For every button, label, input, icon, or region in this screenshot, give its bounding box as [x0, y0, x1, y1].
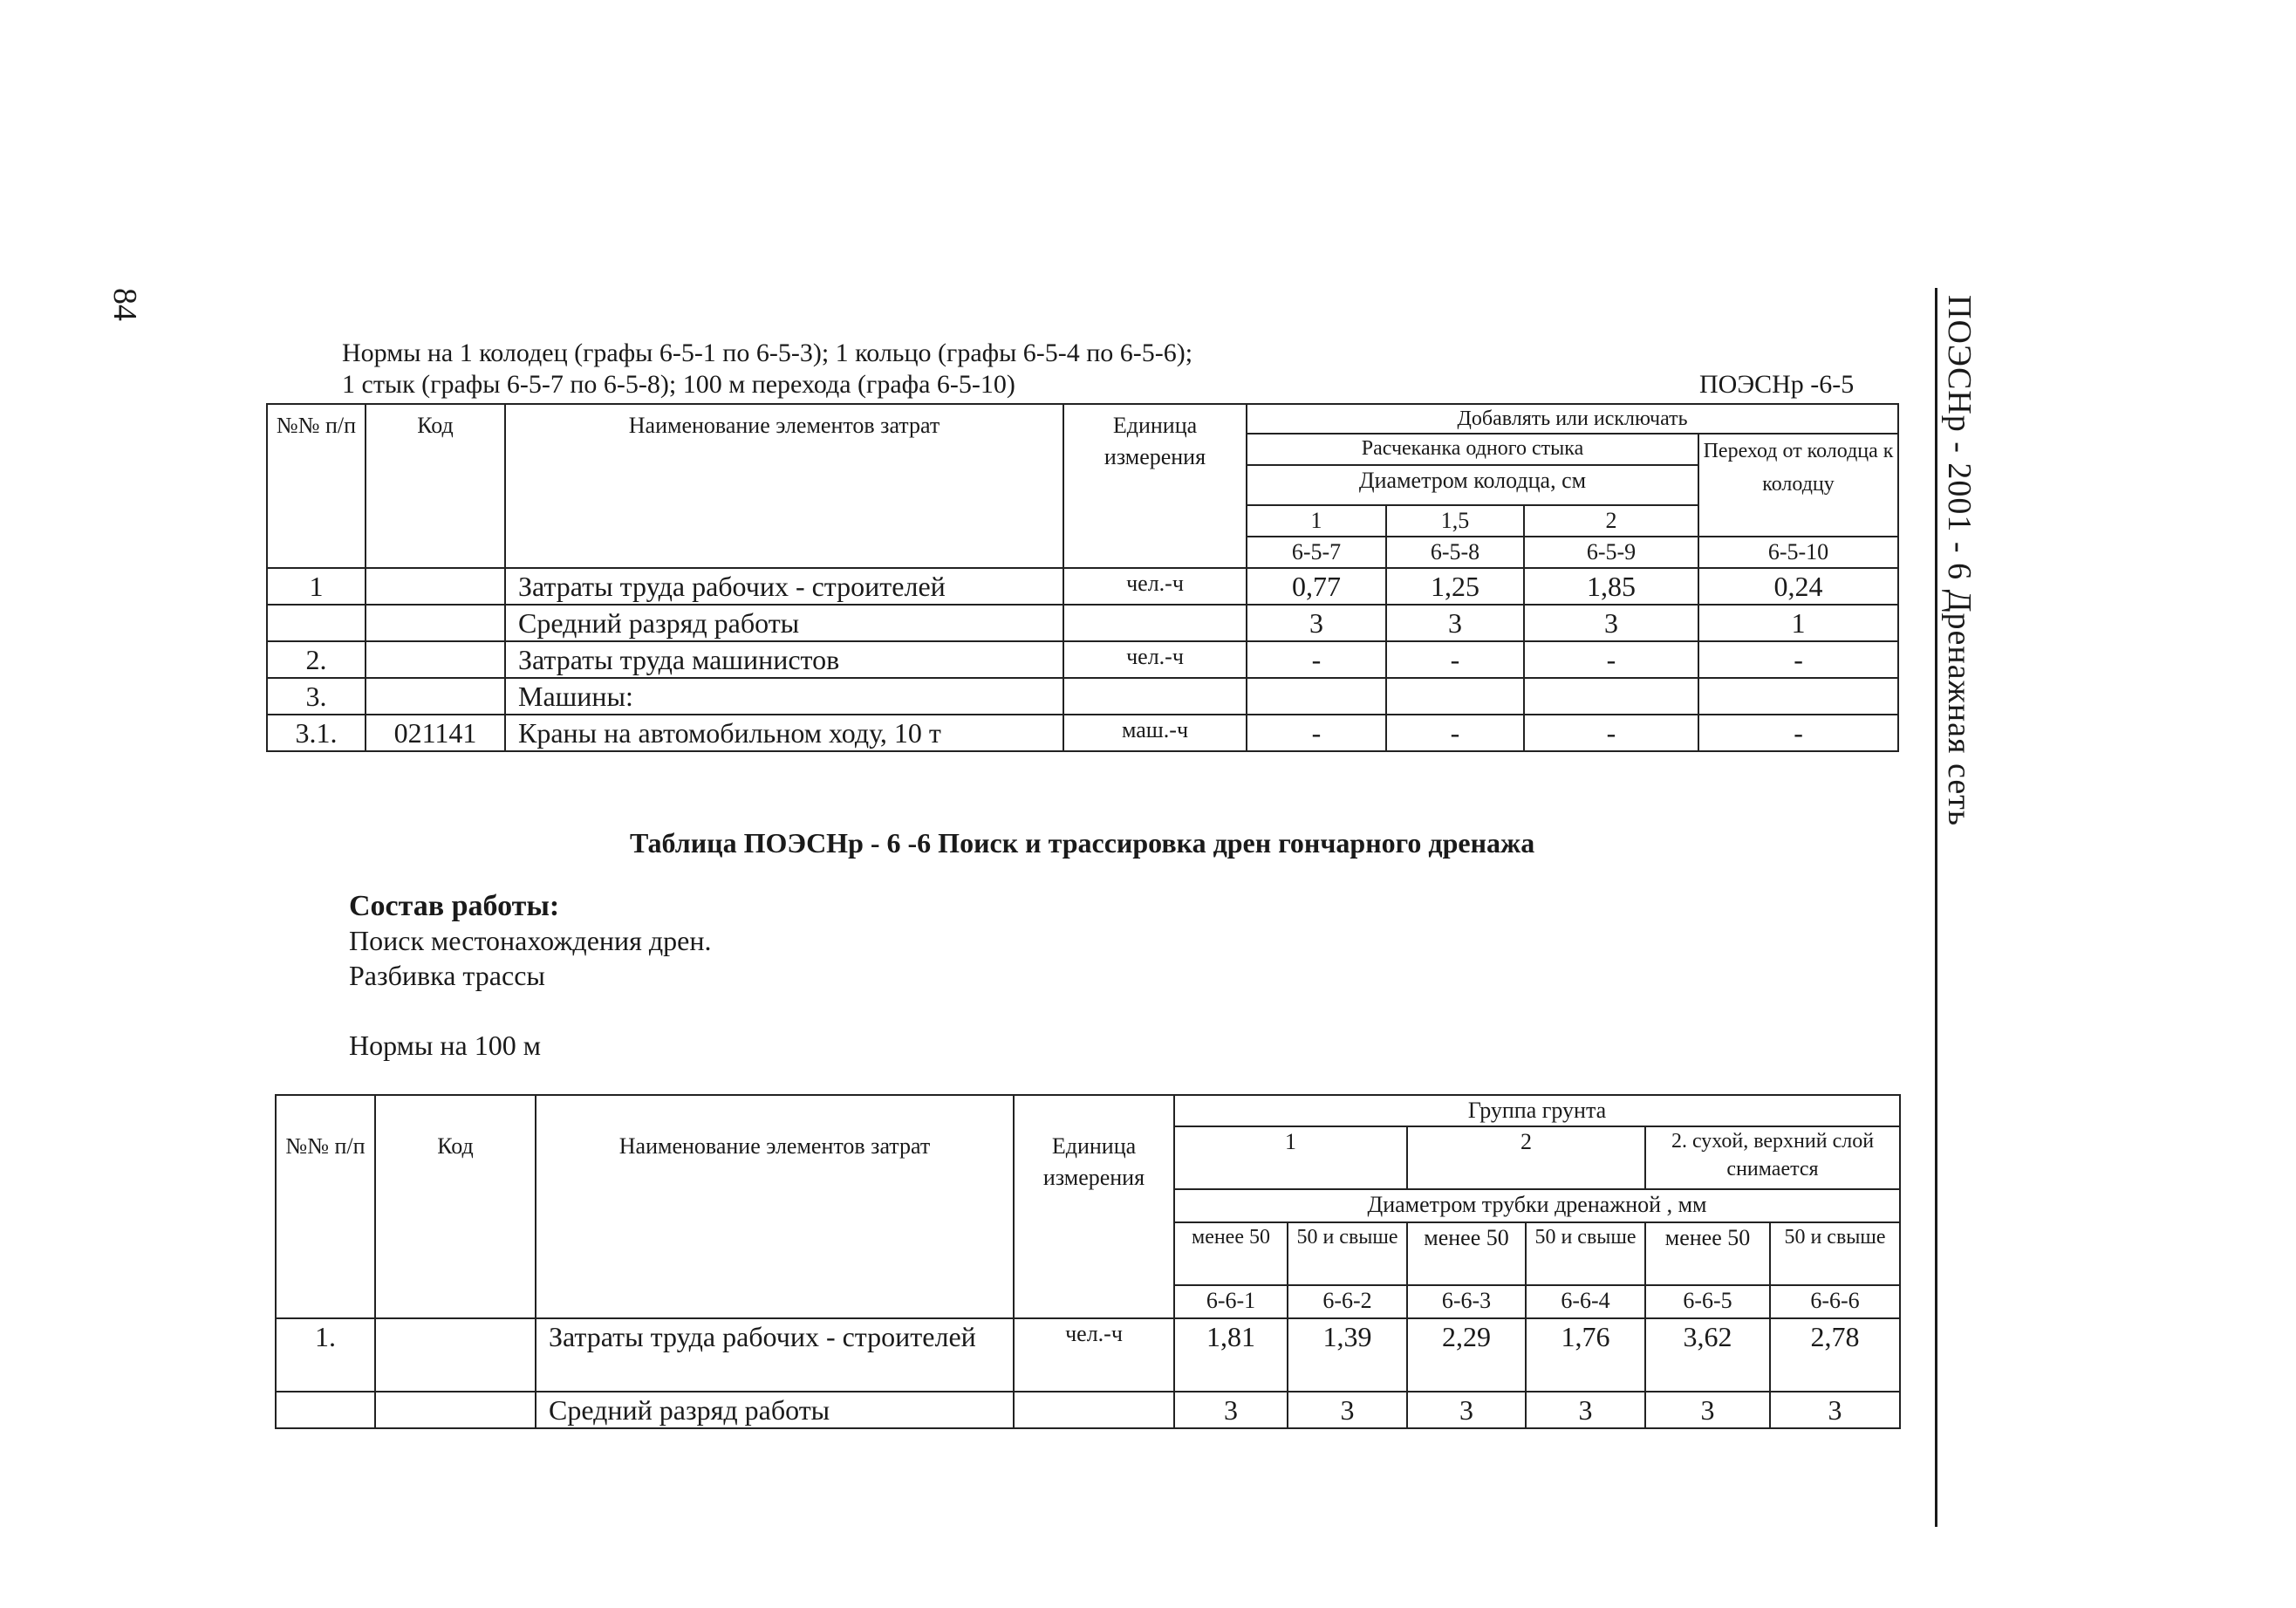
table-row: [267, 641, 1898, 678]
th-name: Наименование элементов затрат: [505, 404, 1063, 568]
cell-value: 1,39: [1288, 1318, 1407, 1392]
table-caption: Таблица ПОЭСНр - 6 -6 Поиск и трассировка дрен гончарного дренажа: [630, 827, 1535, 859]
cell-unit: маш.-ч: [1063, 715, 1247, 751]
th-col-code: 6-5-7: [1247, 537, 1386, 568]
cell-value: 1: [1698, 605, 1898, 641]
side-rule: [1935, 288, 1937, 1527]
cell-value: 3: [1524, 605, 1698, 641]
cell-value: 0,77: [1247, 568, 1386, 605]
work-item: Разбивка трассы: [349, 960, 545, 991]
table-code: ПОЭСНр -6-5: [1699, 370, 1855, 399]
cell-value: [1247, 678, 1386, 715]
cell-unit: [1063, 605, 1247, 641]
th-num: №№ п/п: [267, 404, 366, 568]
cell-value: 3: [1247, 605, 1386, 641]
th-code: Код: [366, 404, 505, 568]
cell-value: 3,62: [1645, 1318, 1770, 1392]
cell-value: -: [1386, 715, 1524, 751]
th-group2: Переход от колодца к колодцу: [1698, 434, 1898, 537]
th-col-code: 6-5-8: [1386, 537, 1524, 568]
table-row: [276, 1392, 1900, 1428]
th-col-label: менее 50: [1645, 1222, 1770, 1285]
norms-label: Нормы на 100 м: [349, 1030, 541, 1061]
th-unit: Единица измерения: [1063, 404, 1247, 568]
th-name: Наименование элементов затрат: [536, 1095, 1014, 1318]
th-col-code: 6-5-10: [1698, 537, 1898, 568]
cell-num: 1: [267, 568, 366, 605]
cell-value: 1,76: [1526, 1318, 1645, 1392]
norms-line-1: Нормы на 1 колодец (графы 6-5-1 по 6-5-3); 1 кольцо (графы 6-5-4 по 6-5-6);: [342, 339, 1193, 367]
cell-value: -: [1524, 715, 1698, 751]
work-item: Поиск местонахождения дрен.: [349, 925, 712, 956]
cell-value: 1,81: [1174, 1318, 1288, 1392]
th-diameter: Диаметром трубки дренажной , мм: [1174, 1189, 1900, 1222]
page-number: 84: [106, 288, 143, 321]
cell-value: 3: [1174, 1392, 1288, 1428]
table-row: [267, 568, 1898, 605]
cell-value: [1386, 678, 1524, 715]
cell-num: [276, 1392, 375, 1428]
side-header: ПОЭСНр - 2001 - 6 Дренажная сеть: [1941, 295, 1978, 827]
cell-value: 3: [1288, 1392, 1407, 1428]
cell-value: 3: [1770, 1392, 1900, 1428]
th-num: №№ п/п: [276, 1095, 375, 1318]
cell-name: Затраты труда рабочих - строителей: [536, 1318, 1014, 1392]
cell-value: 1,85: [1524, 568, 1698, 605]
cell-name: Затраты труда машинистов: [505, 641, 1063, 678]
th-unit: Единица измерения: [1014, 1095, 1174, 1318]
cell-value: -: [1524, 641, 1698, 678]
th-col-code: 6-6-1: [1174, 1285, 1288, 1318]
th-col-code: 6-6-6: [1770, 1285, 1900, 1318]
cell-value: 2,29: [1407, 1318, 1526, 1392]
th-col-label: 1: [1247, 505, 1386, 537]
th-col-label: 2: [1524, 505, 1698, 537]
cell-code: [366, 605, 505, 641]
table-1: [266, 403, 1899, 752]
cell-num: 3.: [267, 678, 366, 715]
th-col-code: 6-6-3: [1407, 1285, 1526, 1318]
table-row: [276, 1318, 1900, 1392]
cell-value: 0,24: [1698, 568, 1898, 605]
cell-num: 2.: [267, 641, 366, 678]
cell-name: Машины:: [505, 678, 1063, 715]
cell-name: Средний разряд работы: [536, 1392, 1014, 1428]
cell-unit: чел.-ч: [1063, 568, 1247, 605]
th-col-label: менее 50: [1174, 1222, 1288, 1285]
th-col-code: 6-5-9: [1524, 537, 1698, 568]
th-diameter: Диаметром колодца, см: [1247, 465, 1698, 505]
cell-code: [375, 1318, 536, 1392]
cell-value: [1524, 678, 1698, 715]
cell-value: -: [1386, 641, 1524, 678]
cell-name: Затраты труда рабочих - строителей: [505, 568, 1063, 605]
cell-code: [375, 1392, 536, 1428]
cell-name: Средний разряд работы: [505, 605, 1063, 641]
cell-num: [267, 605, 366, 641]
th-code: Код: [375, 1095, 536, 1318]
cell-num: 3.1.: [267, 715, 366, 751]
th-col-label: 50 и свыше: [1526, 1222, 1645, 1285]
cell-value: 3: [1526, 1392, 1645, 1428]
cell-value: -: [1247, 715, 1386, 751]
th-add-exclude: Добавлять или исключать: [1247, 404, 1898, 434]
cell-value: [1698, 678, 1898, 715]
cell-value: 3: [1645, 1392, 1770, 1428]
cell-unit: [1014, 1392, 1174, 1428]
th-col-code: 6-6-2: [1288, 1285, 1407, 1318]
work-title: Состав работы:: [349, 890, 560, 922]
cell-value: 1,25: [1386, 568, 1524, 605]
cell-code: [366, 641, 505, 678]
table-2: [275, 1094, 1901, 1429]
cell-code: [366, 568, 505, 605]
table-row: [267, 605, 1898, 641]
th-group: 2: [1407, 1126, 1645, 1189]
th-group: 1: [1174, 1126, 1407, 1189]
cell-num: 1.: [276, 1318, 375, 1392]
cell-value: -: [1247, 641, 1386, 678]
cell-value: -: [1698, 715, 1898, 751]
cell-unit: чел.-ч: [1014, 1318, 1174, 1392]
th-col-label: 50 и свыше: [1288, 1222, 1407, 1285]
cell-code: 021141: [366, 715, 505, 751]
th-col-label: 50 и свыше: [1770, 1222, 1900, 1285]
table-row: [267, 715, 1898, 751]
th-col-label: менее 50: [1407, 1222, 1526, 1285]
cell-code: [366, 678, 505, 715]
th-col-code: 6-6-4: [1526, 1285, 1645, 1318]
th-group: 2. сухой, верхний слой снимается: [1645, 1126, 1900, 1189]
table-row: [267, 678, 1898, 715]
norms-line-2: 1 стык (графы 6-5-7 по 6-5-8); 100 м перехода (графа 6-5-10): [342, 370, 1015, 399]
th-col-code: 6-6-5: [1645, 1285, 1770, 1318]
cell-value: 3: [1386, 605, 1524, 641]
th-col-label: 1,5: [1386, 505, 1524, 537]
th-soil-group: Группа грунта: [1174, 1095, 1900, 1126]
cell-value: 3: [1407, 1392, 1526, 1428]
th-group1: Расчеканка одного стыка: [1247, 434, 1698, 465]
cell-value: 2,78: [1770, 1318, 1900, 1392]
cell-value: -: [1698, 641, 1898, 678]
cell-unit: [1063, 678, 1247, 715]
cell-name: Краны на автомобильном ходу, 10 т: [505, 715, 1063, 751]
cell-unit: чел.-ч: [1063, 641, 1247, 678]
